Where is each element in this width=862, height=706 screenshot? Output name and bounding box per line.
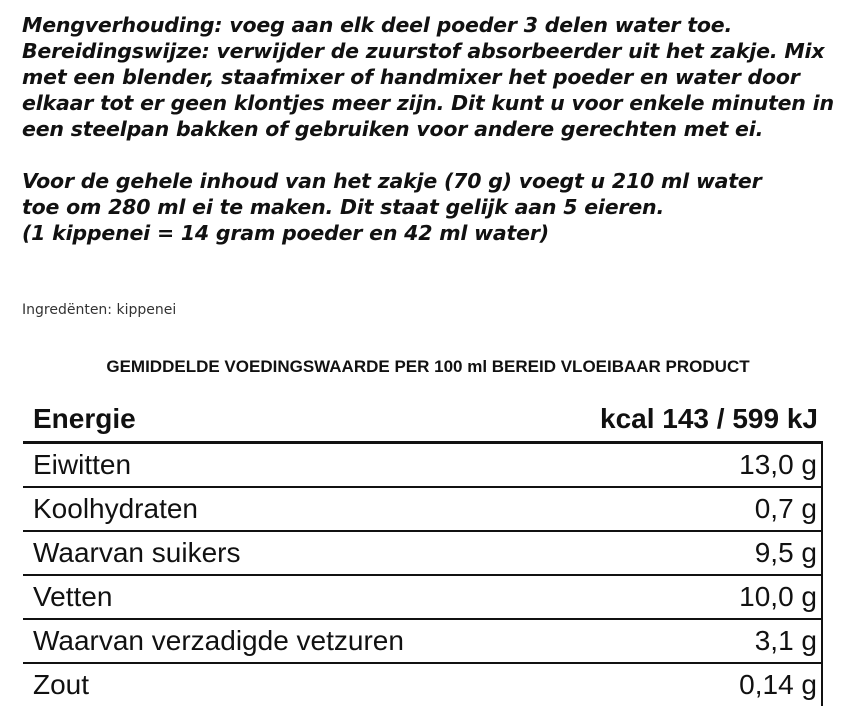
table-row [23, 619, 822, 663]
table-row [23, 443, 822, 488]
table-row [23, 487, 822, 531]
nutrition-table [23, 397, 823, 706]
nutrient-value: 0,7 g [522, 487, 822, 531]
nutrient-label: Koolhydraten [23, 487, 522, 531]
nutrient-label: Waarvan verzadigde vetzuren [23, 619, 522, 663]
nutrient-label: Zout [33, 669, 90, 700]
nutrient-value: 0,14 g [522, 663, 822, 706]
energy-value: kcal 143 / 599 kJ [522, 397, 822, 443]
nutrient-value: 3,1 g [522, 619, 822, 663]
mixing-ratio-text [22, 12, 852, 38]
table-row [23, 575, 822, 619]
nutrient-value: 9,5 g [522, 531, 822, 575]
nutrient-value: 10,0 g [522, 575, 822, 619]
nutrient-label: Waarvan suikers [23, 531, 522, 575]
preparation-instructions [22, 12, 852, 246]
text-line: met een blender, staafmixer of handmixer het poeder en water door [22, 65, 800, 89]
table-row [23, 663, 822, 706]
nutrient-value: 13,0 g [522, 443, 822, 488]
nutrient-label: Vetten [23, 575, 522, 619]
nutrition-table-title: GEMIDDELDE VOEDINGSWAARDE PER 100 ml BEREID VLOEIBAAR PRODUCT [106, 357, 750, 376]
text-line: Mengverhouding: voeg aan elk deel poeder 3 delen water toe. [22, 13, 733, 37]
preparation-method-text [22, 38, 852, 142]
ingredients-text: Ingredënten: kippenei [22, 302, 177, 318]
nutrient-label: Eiwitten [23, 443, 522, 488]
text-line: (1 kippenei = 14 gram poeder en 42 ml water) [22, 221, 549, 245]
table-row [23, 531, 822, 575]
text-line: Bereidingswijze: verwijder de zuurstof absorbeerder uit het zakje. Mix [22, 39, 825, 63]
text-line: elkaar tot er geen klontjes meer zijn. Dit kunt u voor enkele minuten in [22, 91, 834, 115]
text-line: Voor de gehele inhoud van het zakje (70 g) voegt u 210 ml water [22, 169, 762, 193]
energy-label: Energie [23, 397, 522, 443]
table-header-row [23, 397, 822, 443]
text-line: toe om 280 ml ei te maken. Dit staat gelijk aan 5 eieren. [22, 195, 665, 219]
quantity-text [22, 168, 852, 246]
text-line: een steelpan bakken of gebruiken voor andere gerechten met ei. [22, 117, 764, 141]
